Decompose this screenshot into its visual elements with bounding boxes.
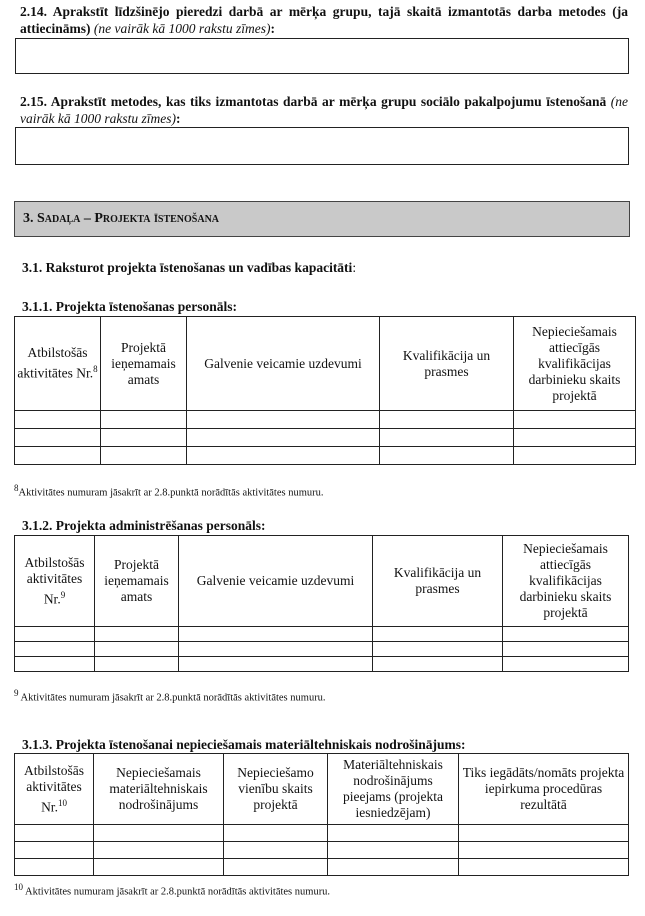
col-position: Projektā ieņemamais amats bbox=[101, 317, 187, 411]
question-2-15-note: (ne vairāk kā 1000 rakstu zīmes) bbox=[20, 94, 629, 126]
table-header-row bbox=[15, 317, 636, 411]
question-2-14-note: (ne vairāk kā 1000 rakstu zīmes) bbox=[93, 21, 271, 36]
table-row bbox=[15, 657, 629, 672]
section-number: 3. bbox=[23, 211, 34, 226]
col-staff-count: Nepieciešamais attiecīgās kvalifikācijas darbinieku skaits projektā bbox=[514, 317, 636, 411]
table-2-title: 3.1.2. Projekta administrēšanas personāls: bbox=[22, 518, 266, 533]
col-tasks: Galvenie veicamie uzdevumi bbox=[179, 536, 373, 627]
table-row bbox=[15, 627, 629, 642]
question-2-15-title: 2.15. Aprakstīt metodes, kas tiks izmantotas darbā ar mērķa grupu sociālo pakalpojumu īstenošanā bbox=[20, 94, 607, 109]
subsection-3-1: 3.1. Raksturot projekta īstenošanas un vadības kapacitāti: bbox=[22, 260, 357, 275]
table-row bbox=[15, 842, 629, 859]
answer-box-2-14[interactable] bbox=[15, 38, 629, 74]
table-row bbox=[15, 411, 636, 429]
section-3-header bbox=[14, 201, 630, 237]
table-row bbox=[15, 447, 636, 465]
table-row bbox=[15, 642, 629, 657]
table-header-row bbox=[15, 754, 629, 825]
table-implementation-staff bbox=[14, 316, 636, 465]
table-row bbox=[15, 859, 629, 876]
table-row bbox=[15, 825, 629, 842]
section-title: Sadaļa – Projekta īstenošana bbox=[37, 211, 220, 226]
col-qualification: Kvalifikācija un prasmes bbox=[373, 536, 503, 627]
table-row bbox=[15, 429, 636, 447]
col-units-count: Nepieciešamo vienību skaits projektā bbox=[224, 754, 328, 825]
col-tasks: Galvenie veicamie uzdevumi bbox=[187, 317, 380, 411]
question-2-14-title: 2.14. Aprakstīt līdzšinējo pieredzi darbā ar mērķa grupu, tajā skaitā izmantotās darba metodes (ja attiecināms) bbox=[20, 4, 628, 36]
table-3-title: 3.1.3. Projekta īstenošanai nepieciešamais materiāltehniskais nodrošinājums: bbox=[22, 737, 466, 752]
col-staff-count: Nepieciešamais attiecīgās kvalifikācijas darbinieku skaits projektā bbox=[503, 536, 629, 627]
col-activity-nr: Atbilstošās aktivitātes Nr.$^8$ bbox=[15, 317, 101, 411]
table-material-technical bbox=[14, 753, 629, 876]
col-procured: Tiks iegādāts/nomāts projekta iepirkuma procedūras rezultātā bbox=[459, 754, 629, 825]
col-activity-nr: Atbilstošās aktivitātes Nr.$^9$ bbox=[15, 536, 95, 627]
footnote-9: $^9$ Aktivitātes numuram jāsakrīt ar 2.8.punktā norādītās aktivitātes numuru. bbox=[14, 688, 326, 704]
col-material-support: Nepieciešamais materiāltehniskais nodrošinājums bbox=[94, 754, 224, 825]
table-1-title: 3.1.1. Projekta īstenošanas personāls: bbox=[22, 299, 238, 314]
footnote-8: $^8$Aktivitātes numuram jāsakrīt ar 2.8.punktā norādītās aktivitātes numuru. bbox=[14, 483, 324, 499]
question-2-15: 2.15. Aprakstīt metodes, kas tiks izmantotas darbā ar mērķa grupu sociālo pakalpojumu īstenošanā (ne vairāk kā 1000 rakstu zīmes): bbox=[20, 94, 629, 126]
table-header-row bbox=[15, 536, 629, 627]
table-administration-staff bbox=[14, 535, 629, 672]
col-qualification: Kvalifikācija un prasmes bbox=[380, 317, 514, 411]
footnote-10: $^{10}$ Aktivitātes numuram jāsakrīt ar 2.8.punktā norādītās aktivitātes numuru. bbox=[14, 882, 331, 898]
col-available: Materiāltehniskais nodrošinājums pieejams (projekta iesniedzējam) bbox=[328, 754, 459, 825]
question-2-14: 2.14. Aprakstīt līdzšinējo pieredzi darbā ar mērķa grupu, tajā skaitā izmantotās darba metodes (ja attiecināms) (ne vairāk kā 1000 rakstu zīmes): bbox=[20, 4, 628, 36]
answer-box-2-15[interactable] bbox=[15, 127, 629, 165]
col-position: Projektā ieņemamais amats bbox=[95, 536, 179, 627]
col-activity-nr: Atbilstošās aktivitātes Nr.$^{10}$ bbox=[15, 754, 94, 825]
